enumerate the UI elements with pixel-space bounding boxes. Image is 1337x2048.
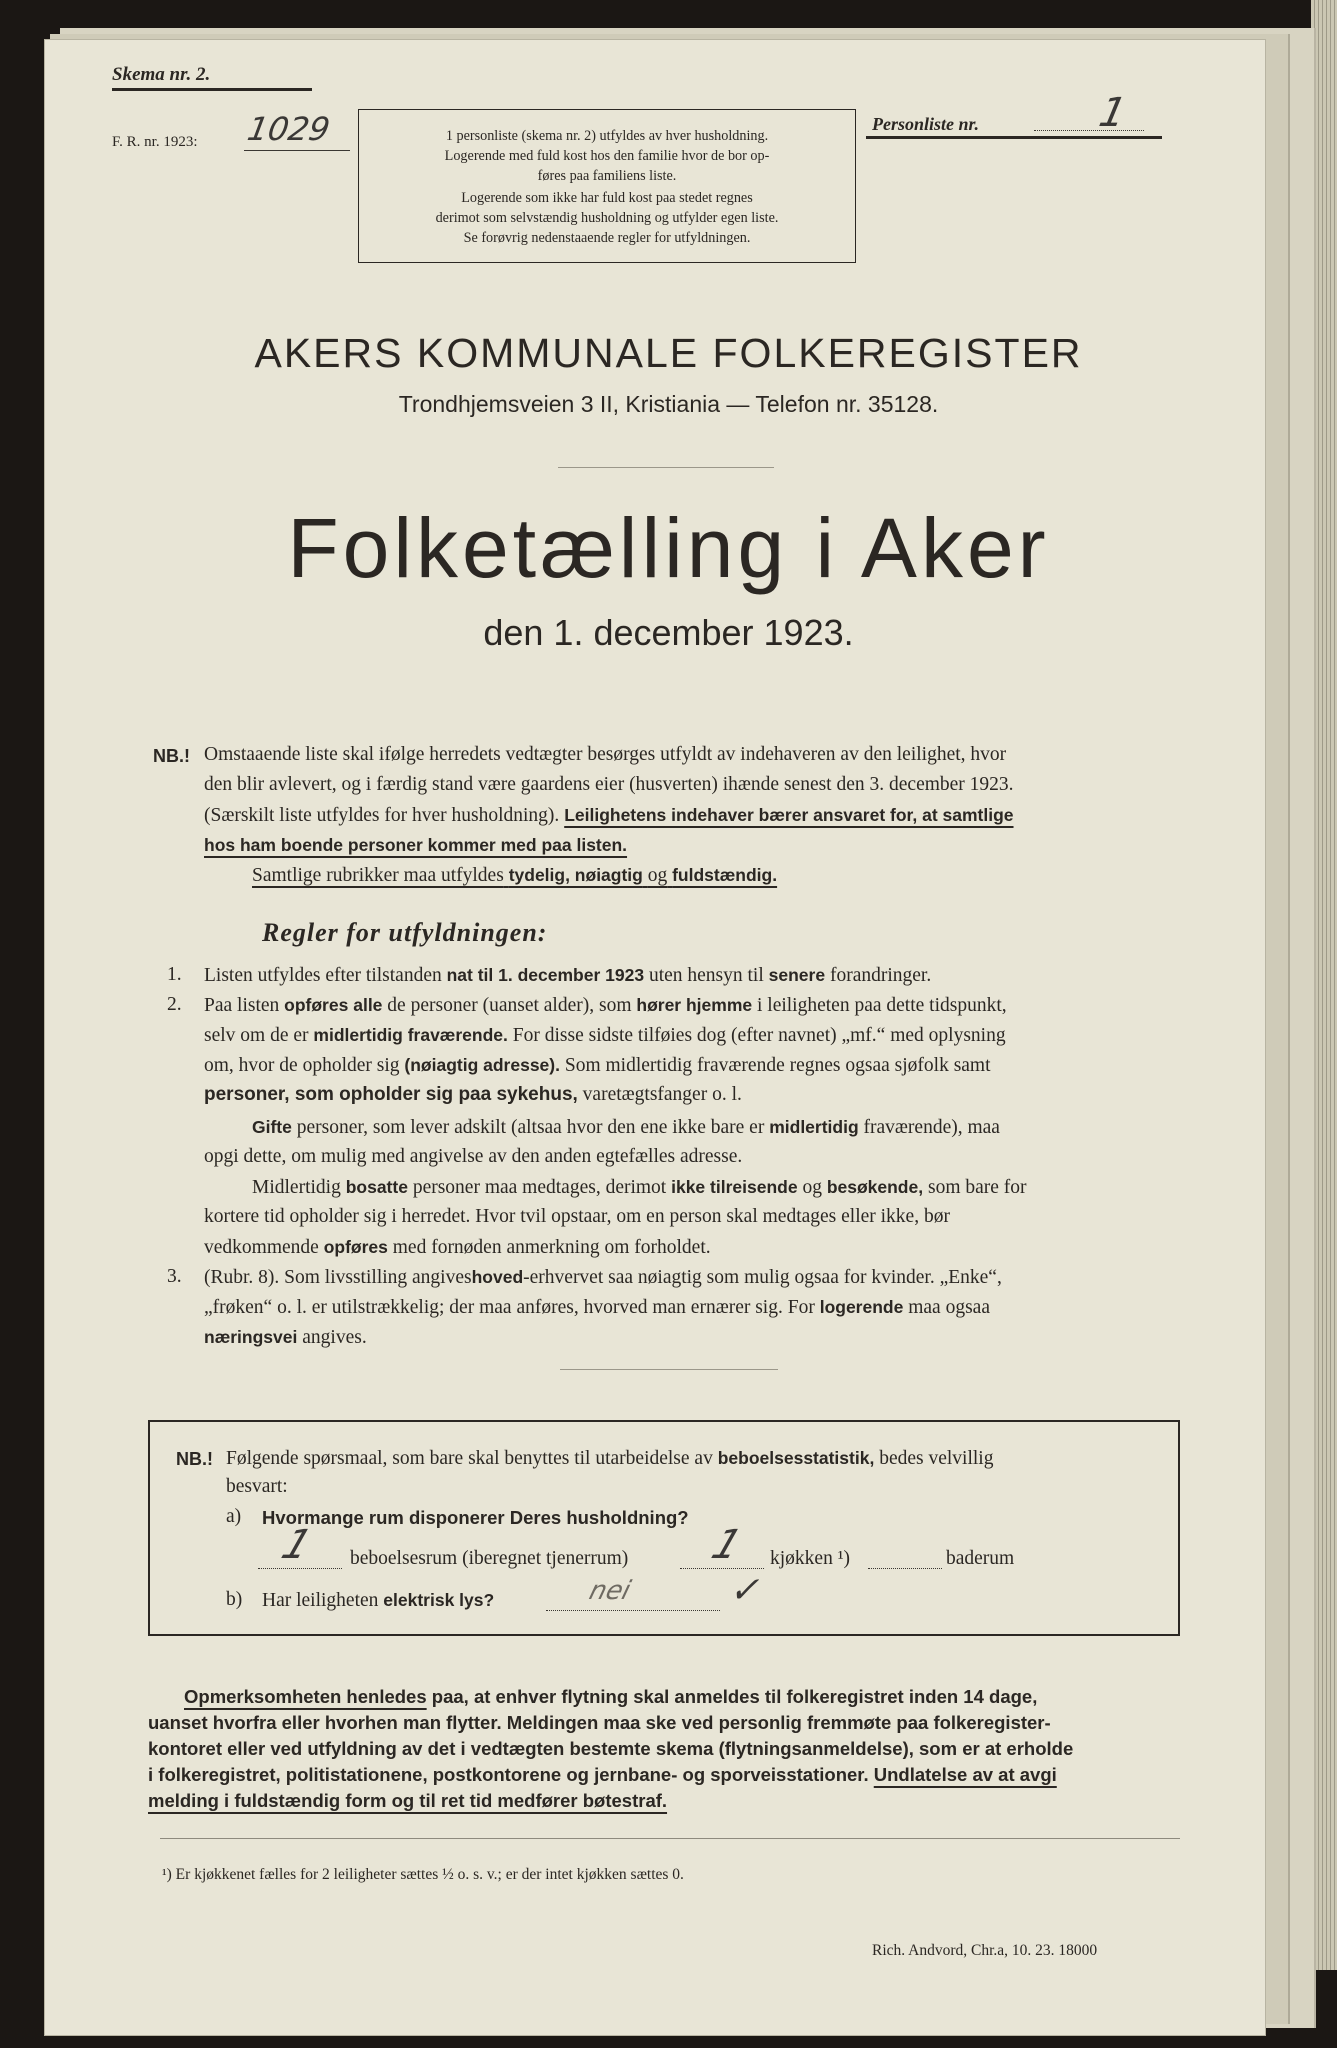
electric-handwritten-value: nei (585, 1576, 634, 1606)
nb-text-line (204, 830, 627, 861)
nb2-text-line: besvart: (226, 1476, 288, 1497)
question-b (262, 1585, 494, 1616)
rule-line (204, 1322, 367, 1353)
nb-text: Samtlige rubrikker maa utfyldes (252, 865, 504, 886)
rule-emphasis: alle (353, 995, 383, 1015)
warning-text: paa, at enhver flytning skal anmeldes til folkeregistret inden 14 dage, (431, 1686, 1038, 1707)
bath-label: baderum (946, 1548, 1015, 1569)
rule-text: selv om de er (204, 1025, 309, 1046)
nb-text-line: Omstaaende liste skal ifølge herredets vedtægter besørges utfyldt av indehaveren av den leilighet, hvor (204, 744, 1007, 765)
skema-number: Skema nr. 2. (112, 64, 211, 85)
rooms-field-line (258, 1568, 342, 1569)
rule-emphasis: senere (768, 965, 826, 985)
rule-text: og (802, 1177, 822, 1198)
kitchen-label: kjøkken ¹) (770, 1548, 851, 1569)
printer-imprint: Rich. Andvord, Chr.a, 10. 23. 18000 (872, 1942, 1098, 1959)
rule-line (252, 1112, 1000, 1143)
rule-line (204, 960, 931, 991)
rule-emphasis: næringsvei (204, 1327, 298, 1347)
rule-number: 3. (167, 1266, 182, 1287)
divider (112, 88, 312, 91)
nb-emphasis: Leilighetens indehaver bærer ansvaret for, at samtlige (564, 805, 1014, 825)
warning-emphasis: Opmerksomheten henledes (184, 1686, 427, 1707)
electric-field-line (546, 1610, 720, 1611)
rule-text: „frøken“ o. l. er utilstrækkelig; der maa anføres, hvorved man ernærer sig. For (204, 1297, 815, 1318)
nb2-emphasis: beboelsesstatistik, (717, 1448, 875, 1468)
warning-line (148, 1764, 1057, 1786)
rule-number: 2. (167, 994, 182, 1015)
nb-text: og (647, 865, 668, 886)
info-line: Logerende som ikke har fuld kost paa stedet regnes (461, 190, 753, 206)
info-line: derimot som selvstændig husholdning og utfylder egen liste. (435, 210, 779, 226)
nb2-text: bedes velvillig (879, 1448, 994, 1469)
nb-label: NB.! (153, 746, 190, 766)
rule-emphasis: Gifte (252, 1117, 292, 1137)
rule-text: Som midlertidig fraværende regnes ogsaa sjøfolk samt (564, 1055, 991, 1076)
rule-emphasis: hoved (471, 1267, 524, 1287)
question-b-emphasis: elektrisk lys? (383, 1590, 495, 1610)
nb-text-line (204, 800, 1014, 831)
rule-line: opgi dette, om mulig med angivelse av den anden egtefælles adresse. (204, 1146, 743, 1167)
rule-number: 1. (167, 964, 182, 985)
warning-line: kontoret eller ved utfyldning av det i vedtægten bestemte skema (flytningsanmeldelse), som er at erholde (148, 1738, 1074, 1759)
rule-line: kortere tid opholder sig i herredet. Hvor tvil opstaar, om en person skal medtages eller ikke, bør (204, 1206, 950, 1227)
rule-emphasis: hører hjemme (636, 995, 753, 1015)
rule-text: vedkommende (204, 1237, 319, 1258)
rule-text: i leiligheten paa dette tidspunkt, (756, 995, 1007, 1016)
info-line: 1 personliste (skema nr. 2) utfyldes av hver husholdning. (445, 128, 769, 144)
personliste-dots (1034, 130, 1144, 131)
rule-line (252, 1172, 1027, 1203)
divider (866, 136, 1162, 139)
rule-emphasis: besøkende, (826, 1177, 924, 1197)
rules-heading: Regler for utfyldningen: (262, 918, 548, 947)
fr-handwritten-value: 1029 (244, 110, 333, 148)
divider (558, 467, 774, 468)
info-line: føres paa familiens liste. (537, 168, 677, 184)
nb-label: NB.! (176, 1449, 213, 1469)
rule-text: varetægtsfanger o. l. (582, 1084, 742, 1105)
bath-field-line (868, 1568, 942, 1569)
check-mark-icon: ✓ (726, 1570, 768, 1611)
warning-text: i folkeregistret, politistationene, postkontorene og jernbane- og sporveisstationer. (148, 1764, 869, 1785)
rule-line (204, 1080, 742, 1110)
rule-text: For disse sidste tilføies dog (efter navnet) „mf.“ med oplysning (512, 1025, 1006, 1046)
rule-emphasis: midlertidig (769, 1117, 859, 1137)
question-a: Hvormange rum disponerer Deres husholdning? (262, 1507, 689, 1528)
rule-text: Paa listen (204, 995, 280, 1016)
instruction-box (358, 109, 856, 263)
warning-emphasis: Undlatelse av at avgi (873, 1764, 1057, 1785)
rule-text: Midlertidig (252, 1177, 341, 1198)
nb2-text-line (226, 1443, 993, 1474)
rule-line (204, 1050, 991, 1081)
kitchen-field-line (680, 1568, 764, 1569)
warning-line: uanset hvorfra eller hvorhen man flytter. Meldingen maa ske ved personlig fremmøte paa folkeregister- (148, 1712, 1051, 1733)
nb-emphasis: fuldstændig. (672, 865, 778, 885)
rule-emphasis: opføres (284, 995, 349, 1015)
rule-text: som bare for (927, 1177, 1027, 1198)
rule-line (204, 1232, 711, 1263)
rule-emphasis: (nøiagtig adresse). (404, 1055, 560, 1075)
rooms-handwritten-value: 1 (275, 1522, 318, 1568)
rule-emphasis: logerende (819, 1297, 904, 1317)
warning-line (184, 1686, 1037, 1708)
fr-underline (244, 150, 350, 151)
rule-text: fraværende), maa (863, 1117, 1000, 1138)
rule-emphasis: ikke tilreisende (671, 1177, 798, 1197)
nb-text: (Særskilt liste utfyldes for hver husholdning). (204, 805, 560, 826)
info-line: Se forøvrig nedenstaaende regler for utfyldningen. (463, 230, 751, 246)
rule-text: om, hvor de opholder sig (204, 1055, 400, 1076)
rule-line (204, 1292, 990, 1323)
nb-text-line (252, 860, 777, 891)
rule-emphasis: bosatte (345, 1177, 408, 1197)
rule-line (204, 1020, 1006, 1051)
personliste-handwritten-value: 1 (1095, 90, 1131, 136)
rule-text: uten hensyn til (648, 965, 764, 986)
personliste-label: Personliste nr. (872, 114, 980, 134)
question-label: a) (226, 1506, 242, 1527)
rule-text: personer, som lever adskilt (altsaa hvor den ene ikke bare er (296, 1117, 765, 1138)
rule-text: Listen utfyldes efter tilstanden (204, 965, 442, 986)
rule-emphasis: opføres (323, 1237, 388, 1257)
kitchen-handwritten-value: 1 (705, 1522, 748, 1568)
rule-emphasis: personer, som opholder sig paa sykehus, (204, 1084, 578, 1105)
rule-emphasis: nat til 1. december 1923 (446, 965, 645, 985)
rule-text: personer maa medtages, derimot (412, 1177, 667, 1198)
warning-line: melding i fuldstændig form og til ret tid medfører bøtestraf. (148, 1790, 668, 1811)
organization-name: AKERS KOMMUNALE FOLKEREGISTER (254, 330, 1083, 376)
info-line: Logerende med fuld kost hos den familie hvor de bor op- (444, 148, 770, 164)
rule-line (204, 990, 1007, 1021)
organization-address: Trondhjemsveien 3 II, Kristiania — Telefon nr. 35128. (398, 391, 939, 417)
census-date: den 1. december 1923. (483, 612, 854, 653)
rule-text: -erhvervet saa nøiagtig som mulig ogsaa for kvinder. „Enke“, (523, 1267, 1002, 1288)
rule-text: de personer (uanset alder), som (387, 995, 632, 1016)
rooms-label: beboelsesrum (iberegnet tjenerrum) (350, 1548, 629, 1569)
rule-text: maa ogsaa (908, 1297, 990, 1318)
footnote-divider (160, 1838, 1180, 1839)
rule-text: forandringer. (829, 965, 932, 986)
nb-emphasis: hos ham boende personer kommer med paa listen. (204, 835, 628, 855)
nb-emphasis: tydelig, nøiagtig (508, 865, 643, 885)
rule-line (204, 1262, 1002, 1293)
rule-text: angives. (302, 1327, 367, 1348)
divider (560, 1369, 778, 1370)
page-title: Folketælling i Aker (287, 501, 1050, 595)
nb2-text: Følgende spørsmaal, som bare skal benyttes til utarbeidelse av (226, 1448, 713, 1469)
nb-text-line: den blir avlevert, og i færdig stand være gaardens eier (husverten) ihænde senest den 3. december 1923. (204, 774, 1014, 795)
footnote: ¹) Er kjøkkenet fælles for 2 leiligheter sættes ½ o. s. v.; er der intet kjøkken sættes 0. (162, 1866, 684, 1883)
question-b-text: Har leiligheten (262, 1590, 379, 1611)
rule-emphasis: midlertidig fraværende. (313, 1025, 508, 1045)
rule-text: med fornøden anmerkning om forholdet. (392, 1237, 711, 1258)
question-label: b) (226, 1589, 243, 1610)
rule-text: (Rubr. 8). Som livsstilling angives (204, 1267, 472, 1288)
fr-label: F. R. nr. 1923: (112, 134, 198, 150)
